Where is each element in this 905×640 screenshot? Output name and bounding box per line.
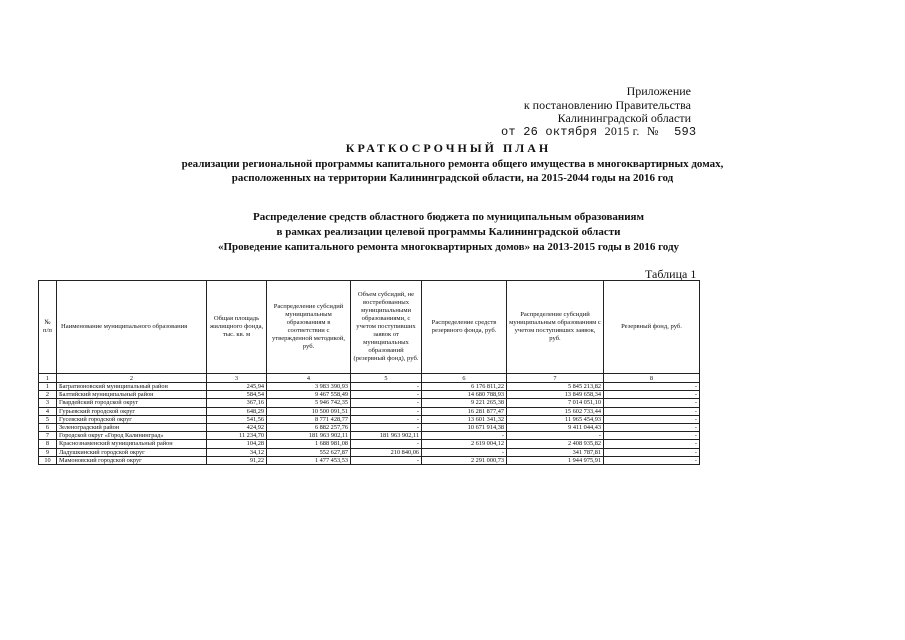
row-number: 4 xyxy=(39,407,57,415)
municipality-name: Ладушкинский городской округ xyxy=(57,448,207,456)
housing-area: 11 234,70 xyxy=(207,432,267,440)
municipality-name: Гурьевский городской округ xyxy=(57,407,207,415)
column-index: 8 xyxy=(604,374,700,383)
column-index: 5 xyxy=(351,374,422,383)
header-subsidy-method: Распределение субсидий муниципальным образованиям в соответствии с утвержденной методикой, руб. xyxy=(267,281,351,374)
subtitle-line-1: Распределение средств областного бюджета по муниципальным образованиям xyxy=(253,211,644,223)
subsidy-requests: - xyxy=(507,432,604,440)
reserve-volume: - xyxy=(351,440,422,448)
reserve-fund: - xyxy=(604,424,700,432)
row-number: 2 xyxy=(39,391,57,399)
appendix-region-line: Калининградской области xyxy=(557,111,691,125)
subsidy-method: 10 500 091,51 xyxy=(267,407,351,415)
reserve-volume: - xyxy=(351,415,422,423)
decree-line xyxy=(501,124,696,139)
reserve-distribution: 16 281 877,47 xyxy=(422,407,507,415)
subtitle-line-2: в рамках реализации целевой программы Калининградской области xyxy=(276,226,621,238)
column-index: 7 xyxy=(507,374,604,383)
column-index: 3 xyxy=(207,374,267,383)
municipality-name: Багратионовский муниципальный район xyxy=(57,383,207,391)
housing-area: 648,29 xyxy=(207,407,267,415)
housing-area: 245,94 xyxy=(207,383,267,391)
reserve-distribution: - xyxy=(422,448,507,456)
subsidy-method: 9 467 558,49 xyxy=(267,391,351,399)
subsidy-requests: 7 014 051,10 xyxy=(507,399,604,407)
reserve-distribution: 2 619 004,12 xyxy=(422,440,507,448)
municipality-name: Гвардейский городской округ xyxy=(57,399,207,407)
housing-area: 104,28 xyxy=(207,440,267,448)
reserve-fund: - xyxy=(604,383,700,391)
page-title: КРАТКОСРОЧНЫЙ ПЛАН xyxy=(345,141,552,155)
subsidy-requests: 1 944 975,91 xyxy=(507,456,604,464)
subsidy-requests: 15 602 733,44 xyxy=(507,407,604,415)
subsidy-method: 3 983 390,93 xyxy=(267,383,351,391)
title-line-2: расположенных на территории Калининградской области, на 2015-2044 годы на 2016 год xyxy=(231,172,674,184)
table-row xyxy=(39,440,700,448)
header-municipality: Наименование муниципального образования xyxy=(57,281,207,374)
decree-number-label: № xyxy=(647,124,659,138)
housing-area: 424,92 xyxy=(207,424,267,432)
column-index: 4 xyxy=(267,374,351,383)
subsidy-requests: 5 845 213,82 xyxy=(507,383,604,391)
municipality-name: Мамоновский городской округ xyxy=(57,456,207,464)
decree-date: 26 октября xyxy=(523,125,598,139)
subsidy-method: 552 627,87 xyxy=(267,448,351,456)
reserve-distribution: 14 680 788,93 xyxy=(422,391,507,399)
header-area: Общая площадь жилищного фонда, тыс. кв. м xyxy=(207,281,267,374)
subtitle-line-3: «Проведение капитального ремонта многоквартирных домов» на 2013-2015 годы в 2016 году xyxy=(217,241,680,253)
subsidy-requests: 9 411 044,43 xyxy=(507,424,604,432)
appendix-title: Приложение xyxy=(626,84,691,98)
row-number: 7 xyxy=(39,432,57,440)
decree-year: 2015 г. xyxy=(604,124,640,138)
reserve-volume: 181 963 902,11 xyxy=(351,432,422,440)
table-row xyxy=(39,391,700,399)
reserve-volume: - xyxy=(351,407,422,415)
reserve-fund: - xyxy=(604,391,700,399)
reserve-fund: - xyxy=(604,448,700,456)
reserve-distribution: 9 221 265,38 xyxy=(422,399,507,407)
reserve-fund: - xyxy=(604,432,700,440)
housing-area: 34,12 xyxy=(207,448,267,456)
subsidy-method: 5 946 742,35 xyxy=(267,399,351,407)
title-line-1: реализации региональной программы капитального ремонта общего имущества в многоквартирных домах, xyxy=(181,158,724,170)
budget-distribution-table xyxy=(38,280,700,465)
subsidy-requests: 11 965 454,93 xyxy=(507,415,604,423)
header-subsidy-requests: Распределение субсидий муниципальным образованиям с учетом поступивших заявок, руб. xyxy=(507,281,604,374)
table-row xyxy=(39,432,700,440)
table-row xyxy=(39,424,700,432)
row-number: 8 xyxy=(39,440,57,448)
reserve-fund: - xyxy=(604,415,700,423)
table-label: Таблица 1 xyxy=(645,267,697,281)
table-row xyxy=(39,383,700,391)
header-number: № п/п xyxy=(39,281,57,374)
row-number: 3 xyxy=(39,399,57,407)
subsidy-method: 6 882 257,76 xyxy=(267,424,351,432)
reserve-volume: - xyxy=(351,424,422,432)
reserve-fund: - xyxy=(604,399,700,407)
row-number: 5 xyxy=(39,415,57,423)
row-number: 6 xyxy=(39,424,57,432)
subsidy-method: 1 688 981,08 xyxy=(267,440,351,448)
housing-area: 91,22 xyxy=(207,456,267,464)
reserve-distribution: 10 671 914,38 xyxy=(422,424,507,432)
column-index: 2 xyxy=(57,374,207,383)
subsidy-method: 8 771 428,77 xyxy=(267,415,351,423)
reserve-volume: - xyxy=(351,383,422,391)
appendix-decree-line: к постановлению Правительства xyxy=(523,98,691,112)
subsidy-requests: 13 849 658,34 xyxy=(507,391,604,399)
municipality-name: Городской округ «Город Калининград» xyxy=(57,432,207,440)
subsidy-requests: 341 787,81 xyxy=(507,448,604,456)
table-row xyxy=(39,456,700,464)
subsidy-requests: 2 408 935,82 xyxy=(507,440,604,448)
reserve-volume: - xyxy=(351,456,422,464)
municipality-name: Гусевский городской округ xyxy=(57,415,207,423)
decree-prefix: от xyxy=(501,125,516,139)
column-index-row xyxy=(39,374,700,383)
decree-number: 593 xyxy=(674,125,697,139)
header-reserve-fund: Резервный фонд, руб. xyxy=(604,281,700,374)
column-index: 1 xyxy=(39,374,57,383)
municipality-name: Балтийский муниципальный район xyxy=(57,391,207,399)
municipality-name: Зеленоградский район xyxy=(57,424,207,432)
row-number: 9 xyxy=(39,448,57,456)
row-number: 10 xyxy=(39,456,57,464)
column-index: 6 xyxy=(422,374,507,383)
row-number: 1 xyxy=(39,383,57,391)
reserve-volume: - xyxy=(351,391,422,399)
table-row xyxy=(39,448,700,456)
reserve-distribution: 6 176 811,22 xyxy=(422,383,507,391)
housing-area: 367,16 xyxy=(207,399,267,407)
reserve-fund: - xyxy=(604,407,700,415)
reserve-volume: - xyxy=(351,399,422,407)
table-header-row xyxy=(39,281,700,374)
municipality-name: Краснознаменский муниципальный район xyxy=(57,440,207,448)
reserve-distribution: - xyxy=(422,432,507,440)
reserve-distribution: 13 601 341,32 xyxy=(422,415,507,423)
housing-area: 584,54 xyxy=(207,391,267,399)
reserve-volume: 210 840,06 xyxy=(351,448,422,456)
table-row xyxy=(39,399,700,407)
reserve-fund: - xyxy=(604,440,700,448)
header-reserve-distribution: Распределение средств резервного фонда, руб. xyxy=(422,281,507,374)
subsidy-method: 181 963 902,11 xyxy=(267,432,351,440)
reserve-fund: - xyxy=(604,456,700,464)
header-reserve-volume: Объем субсидий, не востребованных муниципальными образованиями, с учетом поступивших заявок от муниципальных образований (резервный фонд), руб. xyxy=(351,281,422,374)
table-row xyxy=(39,407,700,415)
table-row xyxy=(39,415,700,423)
reserve-distribution: 2 291 000,73 xyxy=(422,456,507,464)
subsidy-method: 1 477 453,53 xyxy=(267,456,351,464)
housing-area: 541,56 xyxy=(207,415,267,423)
